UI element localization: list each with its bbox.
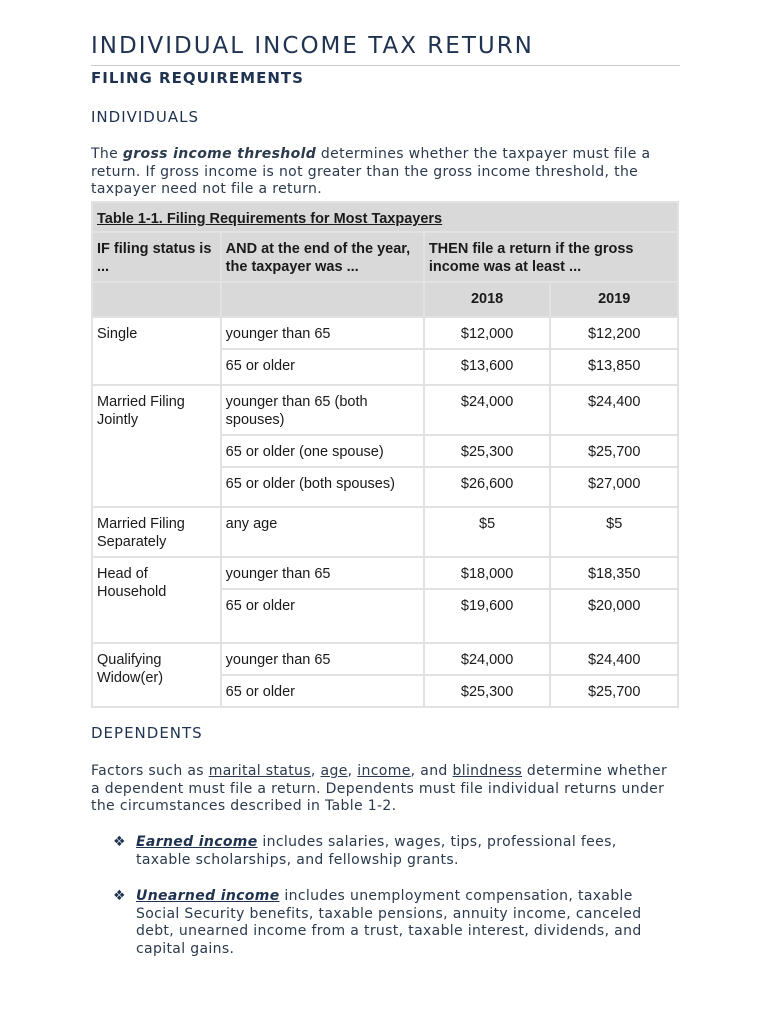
header-filing-status: IF filing status is ... <box>92 232 221 282</box>
age-cell: 65 or older (one spouse) <box>221 435 424 467</box>
unearned-income-term[interactable]: Unearned income <box>136 888 280 904</box>
gross-income-threshold-term: gross income threshold <box>122 146 317 162</box>
blindness-link[interactable]: blindness <box>452 763 523 779</box>
age-cell: 65 or older <box>221 349 424 385</box>
value-2019: $5 <box>550 507 678 557</box>
paragraph-text: , <box>347 763 358 779</box>
age-cell: younger than 65 <box>221 643 424 675</box>
table-row <box>92 643 678 675</box>
age-cell: any age <box>221 507 424 557</box>
table-row <box>92 557 678 589</box>
paragraph-text: determines whether the taxpayer must file a return. If gross income is not greater than the gross income threshold, the taxpayer need not file a return. <box>91 146 651 197</box>
value-2018: $24,000 <box>424 643 551 675</box>
header-blank <box>92 282 221 317</box>
age-cell: younger than 65 (both spouses) <box>221 385 424 435</box>
section-title: FILING REQUIREMENTS <box>91 69 304 87</box>
value-2018: $25,300 <box>424 435 551 467</box>
paragraph-text: , and <box>410 763 453 779</box>
paragraph-text: The <box>91 146 123 162</box>
diamond-bullet-icon: ❖ <box>113 888 126 904</box>
header-year-2018: 2018 <box>424 282 551 317</box>
value-2018: $18,000 <box>424 557 551 589</box>
age-cell: younger than 65 <box>221 557 424 589</box>
value-2019: $24,400 <box>550 385 678 435</box>
diamond-bullet-icon: ❖ <box>113 834 126 850</box>
status-cell: Married Filing Separately <box>92 507 221 557</box>
header-year-2019: 2019 <box>550 282 678 317</box>
title-divider <box>91 65 680 66</box>
value-2019: $20,000 <box>550 589 678 643</box>
value-2018: $24,000 <box>424 385 551 435</box>
marital-status-link[interactable]: marital status <box>208 763 311 779</box>
age-link[interactable]: age <box>320 763 348 779</box>
table-caption-text: Table 1-1. Filing Requirements for Most Taxpayers <box>97 211 443 227</box>
value-2019: $13,850 <box>550 349 678 385</box>
age-cell: 65 or older <box>221 589 424 643</box>
value-2018: $5 <box>424 507 551 557</box>
header-blank <box>221 282 424 317</box>
age-cell: 65 or older <box>221 675 424 707</box>
table-row <box>92 385 678 435</box>
value-2018: $26,600 <box>424 467 551 507</box>
earned-income-item <box>136 834 666 869</box>
header-income: THEN file a return if the gross income was at least ... <box>424 232 678 282</box>
paragraph-text: determine whether a dependent must file a return. Dependents must file individual returns under the circumstances described in Table 1-2. <box>91 763 668 814</box>
value-2019: $24,400 <box>550 643 678 675</box>
value-2019: $25,700 <box>550 675 678 707</box>
status-cell: Married Filing Jointly <box>92 385 221 507</box>
item-text: includes unemployment compensation, taxable Social Security benefits, taxable pensions, annuity income, canceled debt, unearned income from a trust, taxable interest, dividends, and capital gains. <box>136 888 642 957</box>
value-2018: $19,600 <box>424 589 551 643</box>
individuals-heading: INDIVIDUALS <box>91 108 199 126</box>
paragraph-text: Factors such as <box>91 763 209 779</box>
value-2019: $18,350 <box>550 557 678 589</box>
paragraph-text: , <box>310 763 321 779</box>
table-row <box>92 507 678 557</box>
income-link[interactable]: income <box>357 763 411 779</box>
filing-requirements-table <box>91 201 679 708</box>
age-cell: younger than 65 <box>221 317 424 349</box>
age-cell: 65 or older (both spouses) <box>221 467 424 507</box>
value-2018: $25,300 <box>424 675 551 707</box>
header-age: AND at the end of the year, the taxpayer was ... <box>221 232 424 282</box>
status-cell: Head of Household <box>92 557 221 643</box>
table-caption <box>92 202 678 232</box>
value-2019: $25,700 <box>550 435 678 467</box>
dependents-heading: DEPENDENTS <box>91 724 203 742</box>
status-cell: Qualifying Widow(er) <box>92 643 221 707</box>
individuals-paragraph <box>91 146 671 199</box>
value-2019: $12,200 <box>550 317 678 349</box>
item-text: includes salaries, wages, tips, professional fees, taxable scholarships, and fellowship grants. <box>136 834 617 868</box>
value-2018: $13,600 <box>424 349 551 385</box>
value-2019: $27,000 <box>550 467 678 507</box>
page-title: INDIVIDUAL INCOME TAX RETURN <box>91 33 534 59</box>
earned-income-term[interactable]: Earned income <box>136 834 258 850</box>
status-cell: Single <box>92 317 221 385</box>
value-2018: $12,000 <box>424 317 551 349</box>
unearned-income-item <box>136 888 666 958</box>
table-row <box>92 317 678 349</box>
dependents-paragraph <box>91 763 671 816</box>
